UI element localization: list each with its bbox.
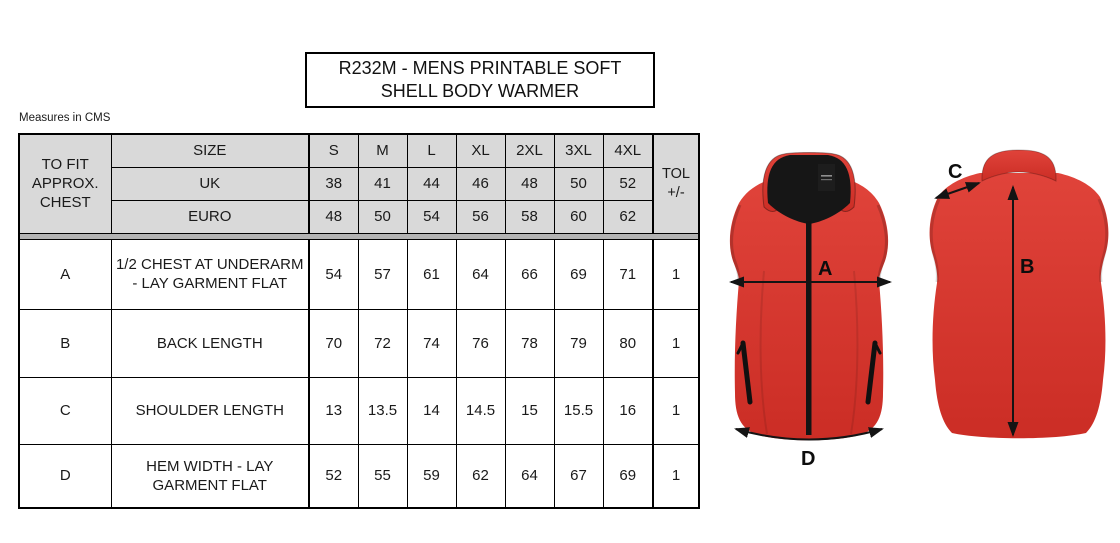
measure-label-a: A bbox=[818, 258, 833, 280]
measure-value: 72 bbox=[358, 309, 407, 377]
measure-value: 62 bbox=[456, 444, 505, 508]
header-uk-value: 46 bbox=[456, 167, 505, 200]
measure-row-c bbox=[19, 377, 699, 444]
measure-value: 15.5 bbox=[554, 377, 603, 444]
measure-value: 80 bbox=[603, 309, 653, 377]
measure-row-d bbox=[19, 444, 699, 508]
measure-value: 16 bbox=[603, 377, 653, 444]
header-euro-value: 56 bbox=[456, 200, 505, 233]
back-vest-body bbox=[930, 173, 1109, 438]
measure-value: 54 bbox=[309, 239, 358, 309]
measure-value: 76 bbox=[456, 309, 505, 377]
measure-value: 66 bbox=[505, 239, 554, 309]
measure-value: 69 bbox=[554, 239, 603, 309]
row-tolerance: 1 bbox=[653, 239, 699, 309]
size-chart-table bbox=[18, 133, 700, 509]
corner-to-fit-chest: TO FIT APPROX. CHEST bbox=[19, 134, 111, 233]
measure-value: 74 bbox=[407, 309, 456, 377]
measure-value: 69 bbox=[603, 444, 653, 508]
header-euro-value: 48 bbox=[309, 200, 358, 233]
measure-value: 55 bbox=[358, 444, 407, 508]
measure-value: 13.5 bbox=[358, 377, 407, 444]
header-euro-value: 50 bbox=[358, 200, 407, 233]
measure-value: 14.5 bbox=[456, 377, 505, 444]
header-size-value: 4XL bbox=[603, 134, 653, 167]
measure-value: 61 bbox=[407, 239, 456, 309]
measure-value: 14 bbox=[407, 377, 456, 444]
measure-value: 79 bbox=[554, 309, 603, 377]
tag-text-line bbox=[821, 175, 832, 177]
tol-header bbox=[653, 134, 699, 233]
row-description: BACK LENGTH bbox=[111, 309, 309, 377]
measure-label-c: C bbox=[948, 161, 963, 183]
header-size-value: 2XL bbox=[505, 134, 554, 167]
header-size-value: XL bbox=[456, 134, 505, 167]
header-euro-value: 58 bbox=[505, 200, 554, 233]
header-uk-value: 44 bbox=[407, 167, 456, 200]
row-description: SHOULDER LENGTH bbox=[111, 377, 309, 444]
measure-value: 57 bbox=[358, 239, 407, 309]
header-uk-value: 52 bbox=[603, 167, 653, 200]
row-tolerance: 1 bbox=[653, 309, 699, 377]
header-label-euro: EURO bbox=[111, 200, 309, 233]
tag-text-line bbox=[821, 179, 832, 180]
header-size-value: S bbox=[309, 134, 358, 167]
header-row-uk bbox=[19, 167, 699, 200]
measure-value: 67 bbox=[554, 444, 603, 508]
measure-row-b bbox=[19, 309, 699, 377]
measure-label-d: D bbox=[801, 448, 816, 470]
product-title: R232M - MENS PRINTABLE SOFT SHELL BODY WARMER bbox=[305, 52, 655, 108]
header-size-value: L bbox=[407, 134, 456, 167]
row-letter: D bbox=[19, 444, 111, 508]
collar-brand-tag bbox=[818, 164, 835, 191]
header-uk-value: 48 bbox=[505, 167, 554, 200]
header-uk-value: 38 bbox=[309, 167, 358, 200]
tol-header-line: +/- bbox=[667, 184, 685, 201]
measure-value: 78 bbox=[505, 309, 554, 377]
measure-value: 70 bbox=[309, 309, 358, 377]
measure-value: 71 bbox=[603, 239, 653, 309]
header-label-uk: UK bbox=[111, 167, 309, 200]
row-letter: B bbox=[19, 309, 111, 377]
row-tolerance: 1 bbox=[653, 377, 699, 444]
row-letter: C bbox=[19, 377, 111, 444]
header-label-size: SIZE bbox=[111, 134, 309, 167]
row-description: 1/2 CHEST AT UNDERARM - LAY GARMENT FLAT bbox=[111, 239, 309, 309]
front-vest-diagram bbox=[712, 145, 912, 470]
measure-value: 15 bbox=[505, 377, 554, 444]
measure-value: 64 bbox=[505, 444, 554, 508]
header-row-euro bbox=[19, 200, 699, 233]
front-zipper bbox=[806, 221, 812, 435]
header-uk-value: 50 bbox=[554, 167, 603, 200]
measure-row-a bbox=[19, 239, 699, 309]
row-description: HEM WIDTH - LAY GARMENT FLAT bbox=[111, 444, 309, 508]
measure-label-b: B bbox=[1020, 256, 1035, 278]
header-size-value: M bbox=[358, 134, 407, 167]
size-chart-body bbox=[19, 134, 699, 508]
header-row-size bbox=[19, 134, 699, 167]
header-euro-value: 62 bbox=[603, 200, 653, 233]
back-vest-diagram bbox=[922, 145, 1120, 470]
row-letter: A bbox=[19, 239, 111, 309]
header-euro-value: 60 bbox=[554, 200, 603, 233]
row-tolerance: 1 bbox=[653, 444, 699, 508]
measure-value: 13 bbox=[309, 377, 358, 444]
measure-value: 52 bbox=[309, 444, 358, 508]
measures-unit-note: Measures in CMS bbox=[19, 112, 111, 124]
header-euro-value: 54 bbox=[407, 200, 456, 233]
tol-header-line: TOL bbox=[662, 165, 690, 182]
measure-value: 59 bbox=[407, 444, 456, 508]
header-uk-value: 41 bbox=[358, 167, 407, 200]
measure-value: 64 bbox=[456, 239, 505, 309]
header-size-value: 3XL bbox=[554, 134, 603, 167]
